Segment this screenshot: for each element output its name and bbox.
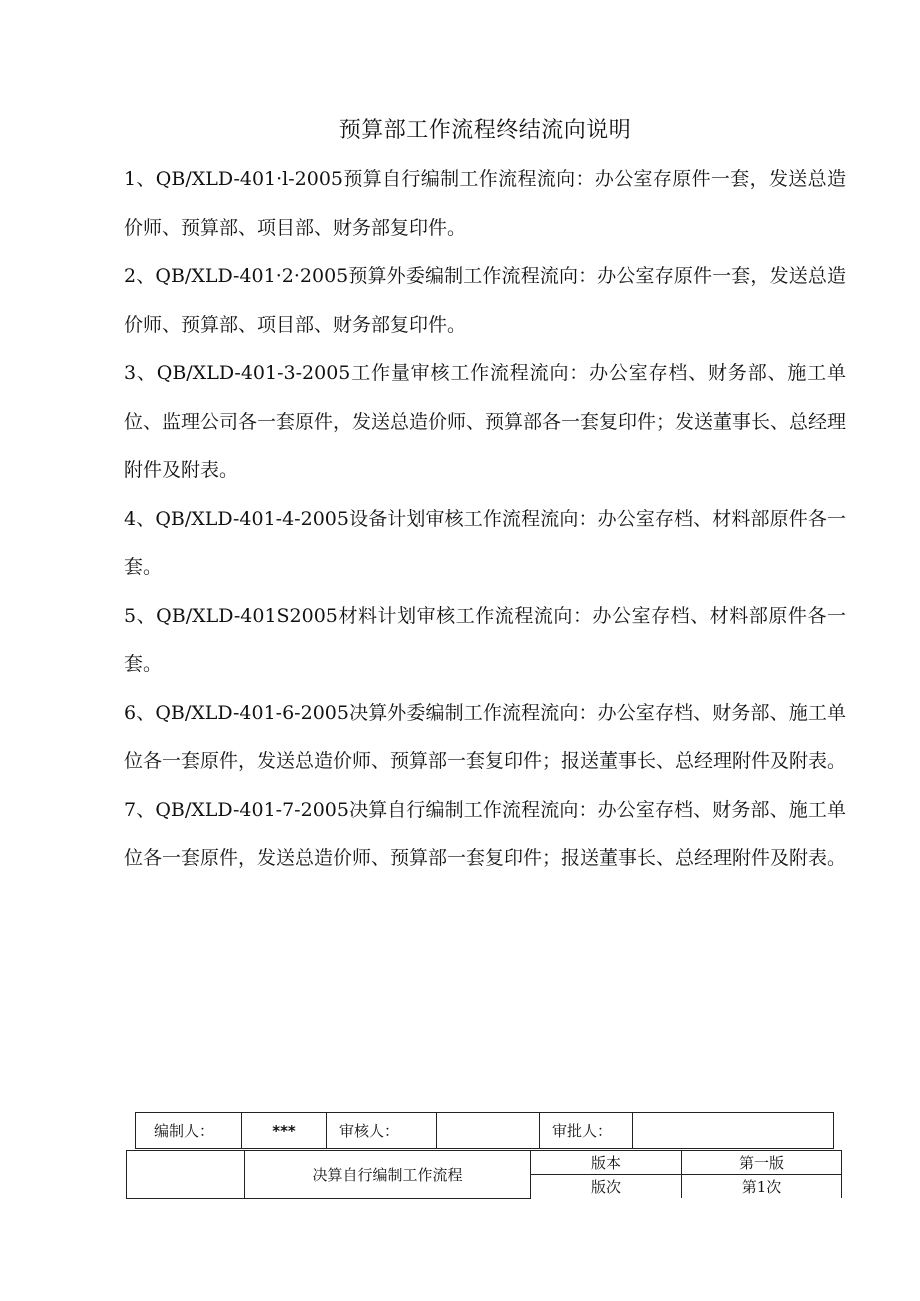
document-info-table: [126, 1150, 842, 1199]
editor-label: 编制人：: [136, 1113, 242, 1149]
signature-table: [135, 1112, 834, 1149]
reviewer-label: 审核人：: [327, 1113, 437, 1149]
list-item: 5、QB/XLD-401S2005材料计划审核工作流程流向：办公室存档、材料部原件各一套。: [124, 604, 846, 675]
flow-name: 决算自行编制工作流程: [245, 1151, 531, 1199]
revision-value: 第1次: [682, 1175, 842, 1199]
editor-value: ***: [242, 1113, 327, 1149]
page-title: 预算部工作流程终结流向说明: [338, 118, 632, 143]
list-item: 3、QB/XLD-401-3-2005工作量审核工作流程流向：办公室存档、财务部、施工单位、监理公司各一套原件，发送总造价师、预算部各一套复印件；发送董事长、总经理附件及附表。: [124, 362, 847, 481]
approver-value: [633, 1113, 834, 1149]
approver-label: 审批人：: [540, 1113, 633, 1149]
list-item: 7、QB/XLD-401-7-2005决算自行编制工作流程流向：办公室存档、财务部、施工单位各一套原件，发送总造价师、预算部一套复印件；报送董事长、总经理附件及附表。: [124, 798, 847, 869]
edition-label: 版本: [531, 1151, 682, 1175]
list-item: 4、QB/XLD-401-4-2005设备计划审核工作流程流向：办公室存档、材料部原件各一套。: [124, 507, 846, 578]
list-item: 1、QB/XLD-401·l-2005预算自行编制工作流程流向：办公室存原件一套，发送总造价师、预算部、项目部、财务部复印件。: [124, 168, 846, 239]
edition-value: 第一版: [682, 1151, 842, 1175]
revision-label: 版次: [531, 1175, 682, 1199]
reviewer-value: [437, 1113, 540, 1149]
list-item: 2、QB/XLD-401·2·2005预算外委编制工作流程流向：办公室存原件一套，发送总造价师、预算部、项目部、财务部复印件。: [124, 265, 846, 336]
flow-description-list: [124, 155, 846, 883]
blank-cell: [127, 1151, 245, 1199]
list-item: 6、QB/XLD-401-6-2005决算外委编制工作流程流向：办公室存档、财务部、施工单位各一套原件，发送总造价师、预算部一套复印件；报送董事长、总经理附件及附表。: [124, 701, 847, 772]
